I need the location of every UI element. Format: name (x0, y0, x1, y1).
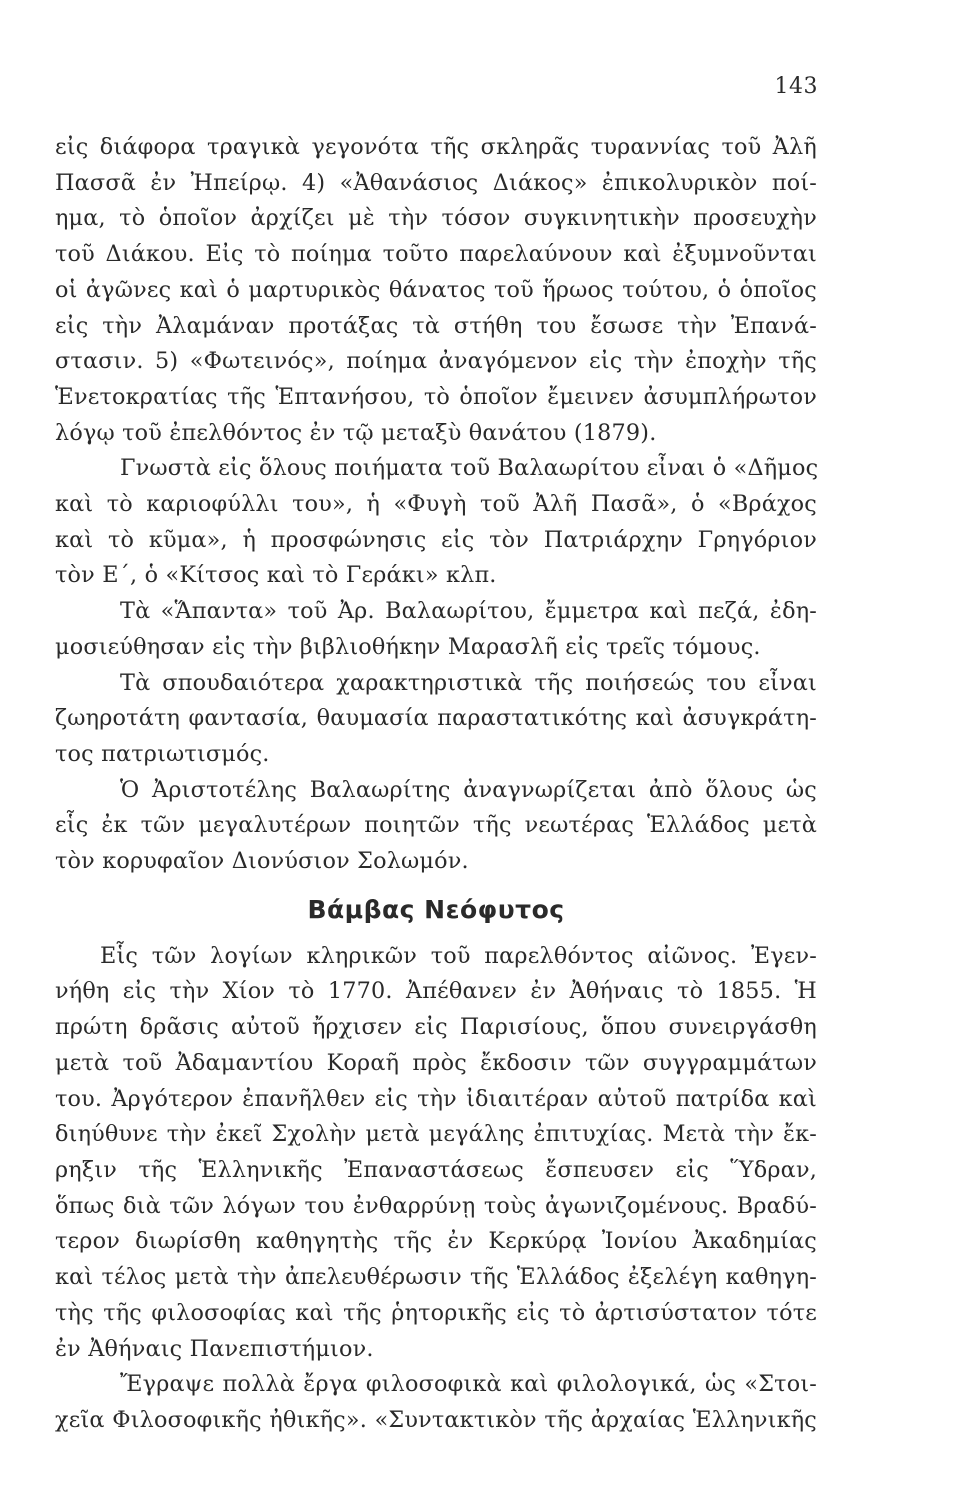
text-line: Γνωστὰ εἰς ὅλους ποιήματα τοῦ Βαλαωρίτου εἶναι ὁ «Δῆμος (120, 455, 819, 482)
text-line: καὶ τὸ κῦμα», ἡ προσφώνησις εἰς τὸν Πατριάρχην Γρηγόριον (55, 526, 817, 553)
paragraph-vamvas-bio (55, 939, 817, 1367)
text-line: ὅπως διὰ τῶν λόγων του ἐνθαρρύνῃ τοὺς ἀγωνιζομένους. Βραδύ- (55, 1192, 817, 1219)
text-line: Εἷς τῶν λογίων κληρικῶν τοῦ παρελθόντος αἰῶνος. Ἐγεν- (100, 942, 817, 969)
text-line: μετὰ τοῦ Ἀδαμαντίου Κοραῆ πρὸς ἔκδοσιν τῶν συγγραμμάτων (55, 1049, 817, 1076)
text-line: τὸν Ε΄, ὁ «Κίτσος καὶ τὸ Γεράκι» κλπ. (55, 562, 497, 589)
text-line: τερον διωρίσθη καθηγητὴς τῆς ἐν Κερκύρᾳ Ἰονίου Ἀκαδημίας (55, 1228, 817, 1255)
text-line: Πασσᾶ ἐν Ἠπείρῳ. 4) «Ἀθανάσιος Διάκος» ἐπικολυρικὸν ποί- (55, 169, 817, 196)
text-line: τος πατριωτισμός. (55, 740, 270, 767)
text-line: καὶ τέλος μετὰ τὴν ἀπελευθέρωσιν τῆς Ἑλλάδος ἐξελέγη καθηγη- (55, 1264, 817, 1291)
text-line: ἐν Ἀθήναις Πανεπιστήμιον. (55, 1335, 374, 1362)
text-line: ρηξιν τῆς Ἑλληνικῆς Ἐπαναστάσεως ἔσπευσεν εἰς Ὕδραν, (55, 1156, 817, 1183)
text-line: νήθη εἰς τὴν Χίον τὸ 1770. Ἀπέθανεν ἐν Ἀθήναις τὸ 1855. Ἡ (55, 978, 817, 1005)
text-line: εἰς διάφορα τραγικὰ γεγονότα τῆς σκληρᾶς τυραννίας τοῦ Ἀλῆ (55, 134, 817, 160)
text-line: χεῖα Φιλοσοφικῆς ἠθικῆς». «Συντακτικὸν τῆς ἀρχαίας Ἑλληνικῆς (55, 1406, 817, 1433)
text-line: Ὁ Ἀριστοτέλης Βαλαωρίτης ἀναγνωρίζεται ἀπὸ ὅλους ὡς (120, 776, 817, 803)
text-line: τὴς τῆς φιλοσοφίας καὶ τῆς ῥητορικῆς εἰς τὸ ἀρτισύστατον τότε (55, 1299, 817, 1326)
text-line: Ἔγραψε πολλὰ ἔργα φιλοσοφικὰ καὶ φιλολογικά, ὡς «Στοι- (120, 1371, 817, 1398)
body-text (55, 130, 817, 1439)
paragraph-balaoritis-works (55, 130, 817, 451)
paragraph-complete-works (55, 594, 817, 665)
text-line: στασιν. 5) «Φωτεινός», ποίημα ἀναγόμενον εἰς τὴν ἐποχὴν τῆς (55, 348, 817, 375)
paragraph-recognition (55, 773, 817, 880)
section-heading: Βάμβας Νεόφυτος (307, 894, 565, 924)
text-line: εἰς τὴν Ἀλαμάναν προτάξας τὰ στήθη του ἔσωσε τὴν Ἐπανά- (55, 312, 817, 339)
text-line: τὸν κορυφαῖον Διονύσιον Σολωμόν. (55, 848, 469, 875)
text-line: ζωηροτάτη φαντασία, θαυμασία παραστατικότης καὶ ἀσυγκράτη- (55, 705, 817, 732)
page-number: 143 (774, 74, 818, 99)
text-line: εἷς ἐκ τῶν μεγαλυτέρων ποιητῶν τῆς νεωτέρας Ἑλλάδος μετὰ (55, 812, 817, 839)
paragraph-known-poems (55, 451, 817, 594)
text-line: Ἑνετοκρατίας τῆς Ἑπτανήσου, τὸ ὁποῖον ἔμεινεν ἀσυμπλήρωτον (55, 383, 817, 410)
text-line: τοῦ Διάκου. Εἰς τὸ ποίημα τοῦτο παρελαύνουν καὶ ἐξυμνοῦνται (55, 241, 817, 268)
text-line: μοσιεύθησαν εἰς τὴν βιβλιοθήκην Μαρασλῆ εἰς τρεῖς τόμους. (55, 633, 761, 660)
text-line: Τὰ «Ἅπαντα» τοῦ Ἀρ. Βαλαωρίτου, ἔμμετρα καὶ πεζά, ἐδη- (120, 598, 817, 625)
paragraph-characteristics (55, 666, 817, 773)
text-line: καὶ τὸ καριοφύλλι του», ἡ «Φυγὴ τοῦ Ἀλῆ Πασᾶ», ὁ «Βράχος (55, 491, 817, 518)
paragraph-vamvas-works (55, 1367, 817, 1438)
text-line: του. Ἀργότερον ἐπανῆλθεν εἰς τὴν ἰδιαιτέραν αὐτοῦ πατρίδα καὶ (55, 1085, 817, 1112)
text-line: διηύθυνε τὴν ἐκεῖ Σχολὴν μετὰ μεγάλης ἐπιτυχίας. Μετὰ τὴν ἔκ- (55, 1121, 817, 1148)
text-line: Τὰ σπουδαιότερα χαρακτηριστικὰ τῆς ποιήσεώς του εἶναι (120, 669, 817, 696)
text-line: ημα, τὸ ὁποῖον ἀρχίζει μὲ τὴν τόσον συγκινητικὴν προσευχὴν (55, 205, 817, 232)
text-line: λόγῳ τοῦ ἐπελθόντος ἐν τῷ μεταξὺ θανάτου (1879). (55, 419, 657, 446)
text-line: πρώτη δρᾶσις αὐτοῦ ἤρχισεν εἰς Παρισίους, ὅπου συνειργάσθη (55, 1014, 817, 1041)
text-line: οἱ ἀγῶνες καὶ ὁ μαρτυρικὸς θάνατος τοῦ ἥρωος τούτου, ὁ ὁποῖος (55, 276, 817, 303)
